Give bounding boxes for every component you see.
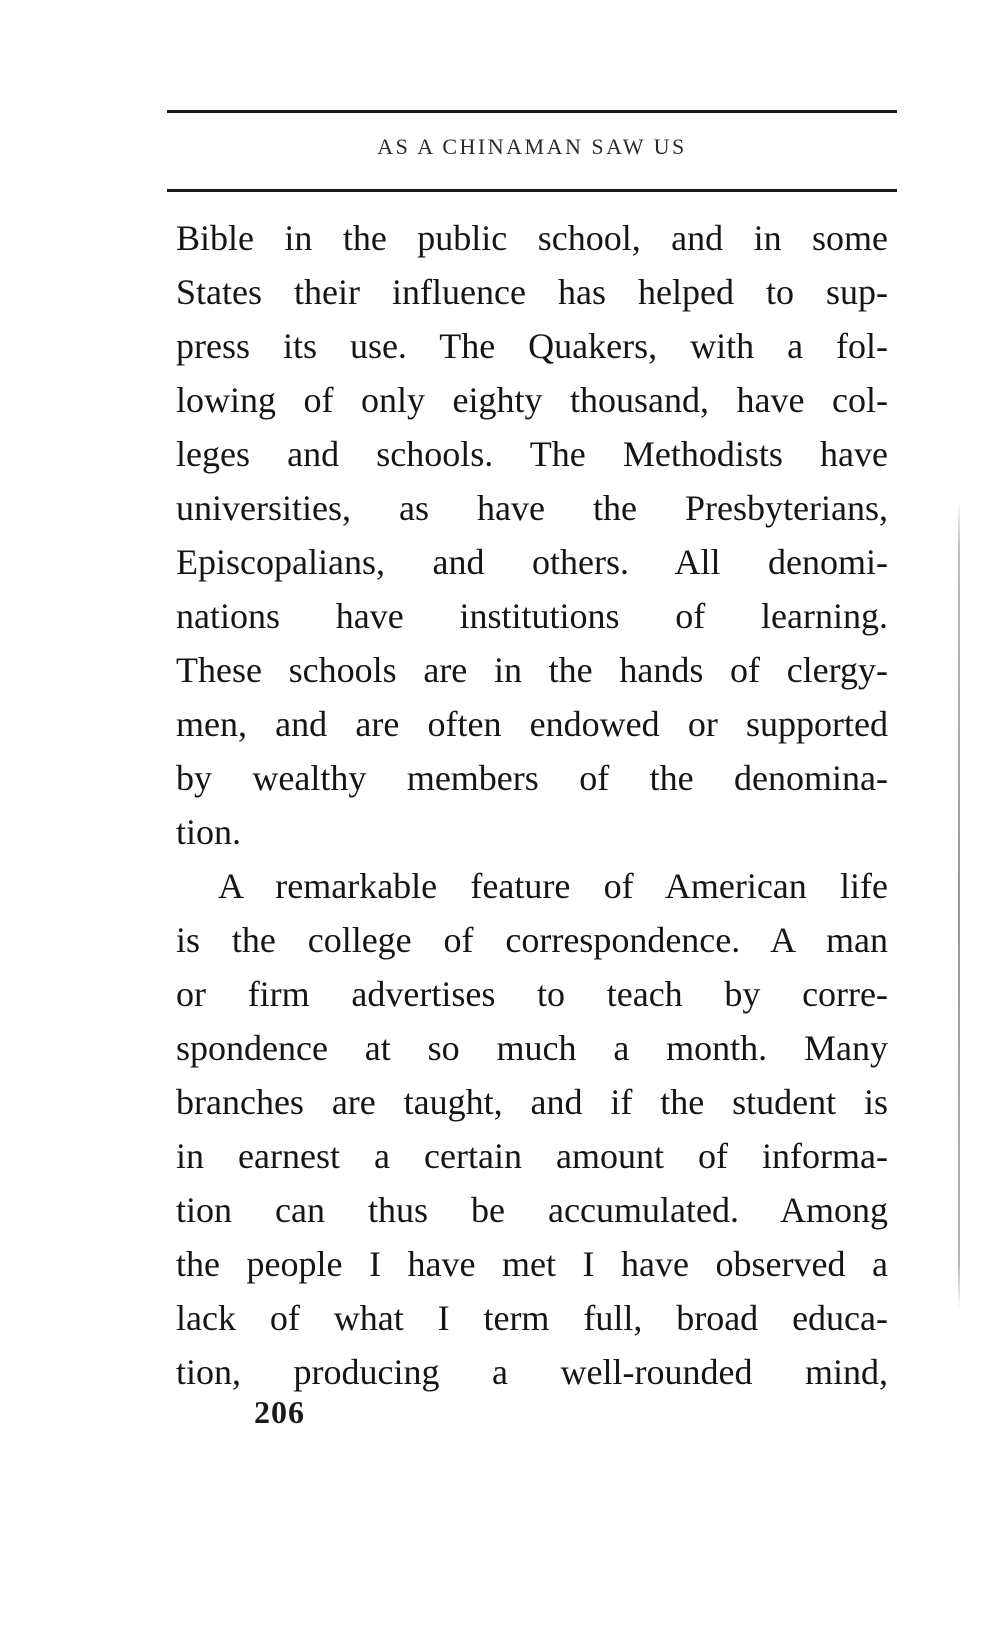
text-line: men, and are often endowed or supported	[176, 704, 888, 744]
body-text	[176, 211, 888, 1399]
text-line: leges and schools. The Methodists have	[176, 434, 888, 474]
text-line: lack of what I term full, broad educa-	[176, 1298, 888, 1338]
header-bottom-rule	[167, 189, 897, 192]
text-line: in earnest a certain amount of informa-	[176, 1136, 888, 1176]
header-top-rule	[167, 110, 897, 113]
text-line: press its use. The Quakers, with a fol-	[176, 326, 888, 366]
text-line: Bible in the public school, and in some	[176, 218, 888, 258]
text-line: the people I have met I have observed a	[176, 1244, 888, 1284]
text-line-paragraph-end: tion.	[176, 812, 242, 852]
text-line: lowing of only eighty thousand, have col-	[176, 380, 888, 420]
text-line-paragraph-start: A remarkable feature of American life	[218, 866, 888, 906]
text-line: These schools are in the hands of clergy-	[176, 650, 888, 690]
text-line: universities, as have the Presbyterians,	[176, 488, 888, 528]
text-line: tion, producing a well-rounded mind,	[176, 1352, 888, 1392]
text-line: spondence at so much a month. Many	[176, 1028, 888, 1068]
text-line: States their influence has helped to sup-	[176, 272, 888, 312]
text-line: or firm advertises to teach by corre-	[176, 974, 888, 1014]
scan-edge-shadow	[958, 500, 960, 1310]
running-head: AS A CHINAMAN SAW US	[377, 134, 687, 159]
page-number: 206	[254, 1394, 305, 1430]
text-line: nations have institutions of learning.	[176, 596, 888, 636]
text-line: is the college of correspondence. A man	[176, 920, 888, 960]
text-line: Episcopalians, and others. All denomi-	[176, 542, 888, 582]
text-line: tion can thus be accumulated. Among	[176, 1190, 888, 1230]
text-line: by wealthy members of the denomina-	[176, 758, 888, 798]
text-line: branches are taught, and if the student is	[176, 1082, 888, 1122]
